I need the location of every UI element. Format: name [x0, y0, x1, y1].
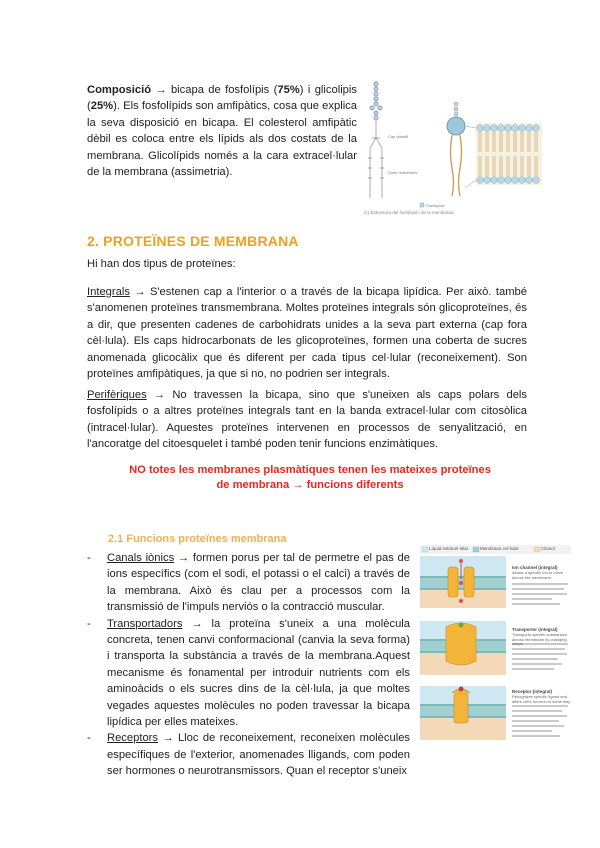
phospholipid-membrane-illustration: [364, 78, 550, 220]
list-item: [87, 730, 410, 779]
composicio-paragraph: [87, 82, 357, 180]
periferiques-paragraph: [87, 387, 527, 453]
panel-desc-receptor: Recognizes specific ligand and alters cell's function in some way.: [512, 694, 571, 704]
arrow: →: [146, 389, 173, 401]
membrane-structure-figure: [364, 78, 550, 220]
integrals-paragraph: [87, 284, 527, 382]
panel-title-transporter: Transporter (integral): [512, 627, 558, 632]
list-dash: -: [87, 552, 91, 564]
arrow: →: [174, 552, 193, 564]
text-fragment: bicapa de fosfolípis (: [170, 84, 278, 96]
integrals-text: S'estenen cap a l'interior o a través de la bicapa lipídica. Per això. també s'anomenen proteïnes transmembrana. Moltes proteïnes integrals són glicoproteïnes, és a dir, que presenten cadenes de carbohidrats unides a la seva part externa (cap fora cèl·lula). Els caps hidrocarbonats de les glicoproteïnes, formen una coberta de sucres anomenada glicocàlix que és diferent per cada tipus cel·lular (reconeixement). Son proteïnes amfipàtiques, ja que si no, no podrien ser integrals.: [87, 286, 527, 381]
figure-caption: (c) Estructura del fosfolípid i de la membrana: [364, 210, 454, 215]
panel-desc-ion-channel: Allows a specific ion to move across the membrane.: [512, 570, 564, 580]
item-text: la proteïna s'uneix a una molècula concreta, tenen canvi conformacional (canvia la seva forma) i transporta la substància a través de la membrana.Aquest mecanisme és fonamental per introduir nutrients com els aminoàcids o els sucres dins de la cèl·lula, ja que moltes vegades aquestes molècules no poden travessar la bicapa lipídica per elles mateixes.: [107, 617, 411, 729]
item-label: Transportadors: [107, 617, 183, 630]
arrow: →: [129, 286, 150, 298]
item-label: Canals iònics: [107, 552, 175, 564]
subsection-heading: 2.1 Funcions proteïnes membrana: [108, 533, 287, 545]
legend-extracellular: Líquid extracel·lular: [429, 546, 469, 551]
item-text: formen porus per tal de permetre el pas de ions específics (com el sodi, el potassi o el calci) a través de la membrana. Això és clau per a processos com la transmissió de l'impuls nerviós o la contracció muscular.: [107, 552, 410, 614]
svg-text:Fosfolípids: Fosfolípids: [426, 204, 445, 208]
svg-text:Cap hidròfil: Cap hidròfil: [388, 134, 409, 139]
warning-line-2: de membrana → funcions diferents: [216, 479, 404, 491]
item-label: Receptors: [107, 732, 158, 745]
svg-text:Cues hidròfobes: Cues hidròfobes: [388, 170, 418, 175]
panel-desc-transporter: Transports specific substances across membrane by changing shape.: [512, 632, 567, 647]
panel-title-ion-channel: Ion channel (integral): [512, 565, 558, 570]
periferiques-text: No travessen la bicapa, sino que s'uneixen als caps polars dels fosfolípids o a altres proteïnes integrals tant en la banda extracel·lular com citosòlica (intracel·lular). Aquestes proteïnes intervenen en processos de senyalització, en l'ancoratge del citoesquelet i també poden tenir funcions enzimàtiques.: [87, 389, 527, 451]
legend-membrane: Membrana cel·lular: [480, 546, 519, 551]
arrow: →: [182, 617, 212, 630]
text-fragment: ). Els fosfolípids son amfipàtics, cosa que explica la seva disposició en bicapa. El colesterol amfipàtic dèbil es coloca entre els lípids als dos costats de la membrana. Glicolípids només a la cara extracel·lular de la membrana (assimetria).: [87, 100, 357, 179]
list-item: [87, 616, 410, 731]
list-dash: -: [87, 617, 91, 630]
section-heading: 2. PROTEÏNES DE MEMBRANA: [87, 233, 299, 249]
list-item: [87, 550, 410, 616]
integrals-label: Integrals: [87, 286, 130, 298]
panel-title-receptor: Receptor (integral): [512, 689, 553, 694]
periferiques-label: Perifèriques: [87, 389, 147, 401]
arrow: →: [151, 84, 171, 96]
arrow: →: [158, 732, 178, 745]
item-text: Lloc de reconeixement, reconeixen molècules específiques de l'exterior, anomenades lligands, com poden ser hormones o neurotransmissors. Quan el receptor s'uneix: [107, 732, 411, 778]
composicio-label: Composició: [87, 84, 152, 96]
functions-list: [87, 550, 410, 780]
list-dash: -: [87, 732, 91, 745]
text-fragment: ) i glicolipis (: [87, 84, 357, 113]
legend-cytosol: Citosol: [541, 546, 555, 551]
membrane-proteins-figure: [418, 543, 573, 755]
warning-line-1: NO totes les membranes plasmàtiques tenen les mateixes proteïnes: [129, 464, 491, 476]
intro-text: Hi han dos tipus de proteïnes:: [87, 258, 236, 270]
percentage-glycolipids: 25%: [90, 100, 114, 113]
percentage-phospholipids: 75%: [277, 84, 300, 96]
